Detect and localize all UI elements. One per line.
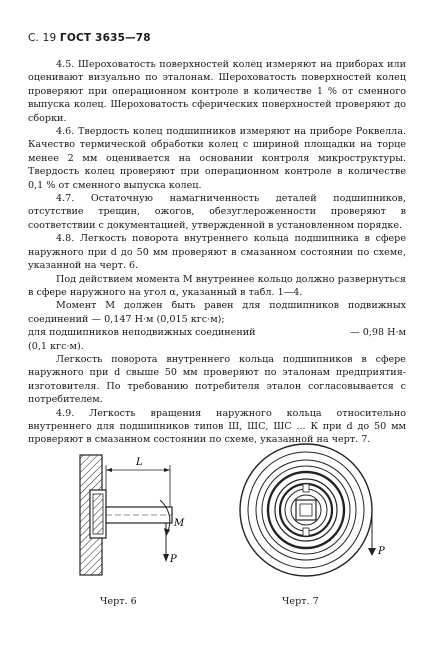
figure-7-drawing [238,440,388,580]
page-header [28,32,151,44]
standard-code: ГОСТ 3635—78 [59,32,151,44]
paragraph-ease-turn: Легкость поворота внутреннего кольца подшипников в сфере наружного при d свыше 50 мм проверяют по эталонам предприятия-изготовителя. По требованию потребителя эталон согласовывается с потребителем. [28,353,406,406]
fig6-label-L: L [136,457,143,468]
fig6-label-P: P [170,554,177,565]
paragraph-4-6: 4.6. Твердость колец подшипников измеряют на приборе Роквелла. Качество термической обработки колец с шириной площадки на торце менее 2 мм оценивается на основании контроля микроструктуры. Твердость колец проверяют при операционном контроле в количестве 0,1 % от сменного выпуска колец. [28,126,406,191]
paragraph-4-7: 4.7. Остаточную намагниченность деталей подшипников, отсутствие трещин, ожогов, обезуглероженности проверяют в соответствии с документацией, утвержденной в установленном порядке. [28,193,406,231]
paragraph-4-9: 4.9. Легкость вращения наружного кольца относительно внутреннего для подшипников типов Ш, ШС, ШС ... К при d до 50 мм проверяют в смазанном состоянии по схеме, указанной на черт. 7. [28,407,406,446]
fig6-label-M: M [174,518,185,529]
fig7-label-P: P [378,546,385,557]
formula-right: — 0,98 Н·м [350,327,406,339]
figure-6-caption: Черт. 6 [100,596,137,607]
figure-7-caption: Черт. 7 [282,596,319,607]
paragraph-4-5: 4.5. Шероховатость поверхностей колец измеряют на приборах или оценивают визуально по эталонам. Шероховатость поверхностей колец проверяют при операционном контроле в количестве 1 % от сменного выпуска колец. Шероховатость сферических поверхностей проверяют до сборки. [28,59,406,124]
formula-left: для подшипников неподвижных соединений [28,327,256,339]
body-text [28,58,406,447]
figure-6-drawing [60,450,210,580]
paragraph-4-8: 4.8. Легкость поворота внутреннего кольца подшипника в сфере наружного при d до 50 мм проверяют в смазанном состоянии по схеме, указанной на черт. 6. [28,233,406,272]
formula-line [28,326,406,339]
page-number: С. 19 [28,32,57,44]
formula-cont: (0,1 кгс·м). [28,340,84,352]
paragraph-moment-value: Момент M должен быть равен для подшипников подвижных соединений — 0,147 Н·м (0,015 кгс·м); [28,300,406,325]
paragraph-moment: Под действием момента M внутреннее кольцо должно развернуться в сфере наружного на угол α, указанный в табл. 1—4. [28,273,406,298]
